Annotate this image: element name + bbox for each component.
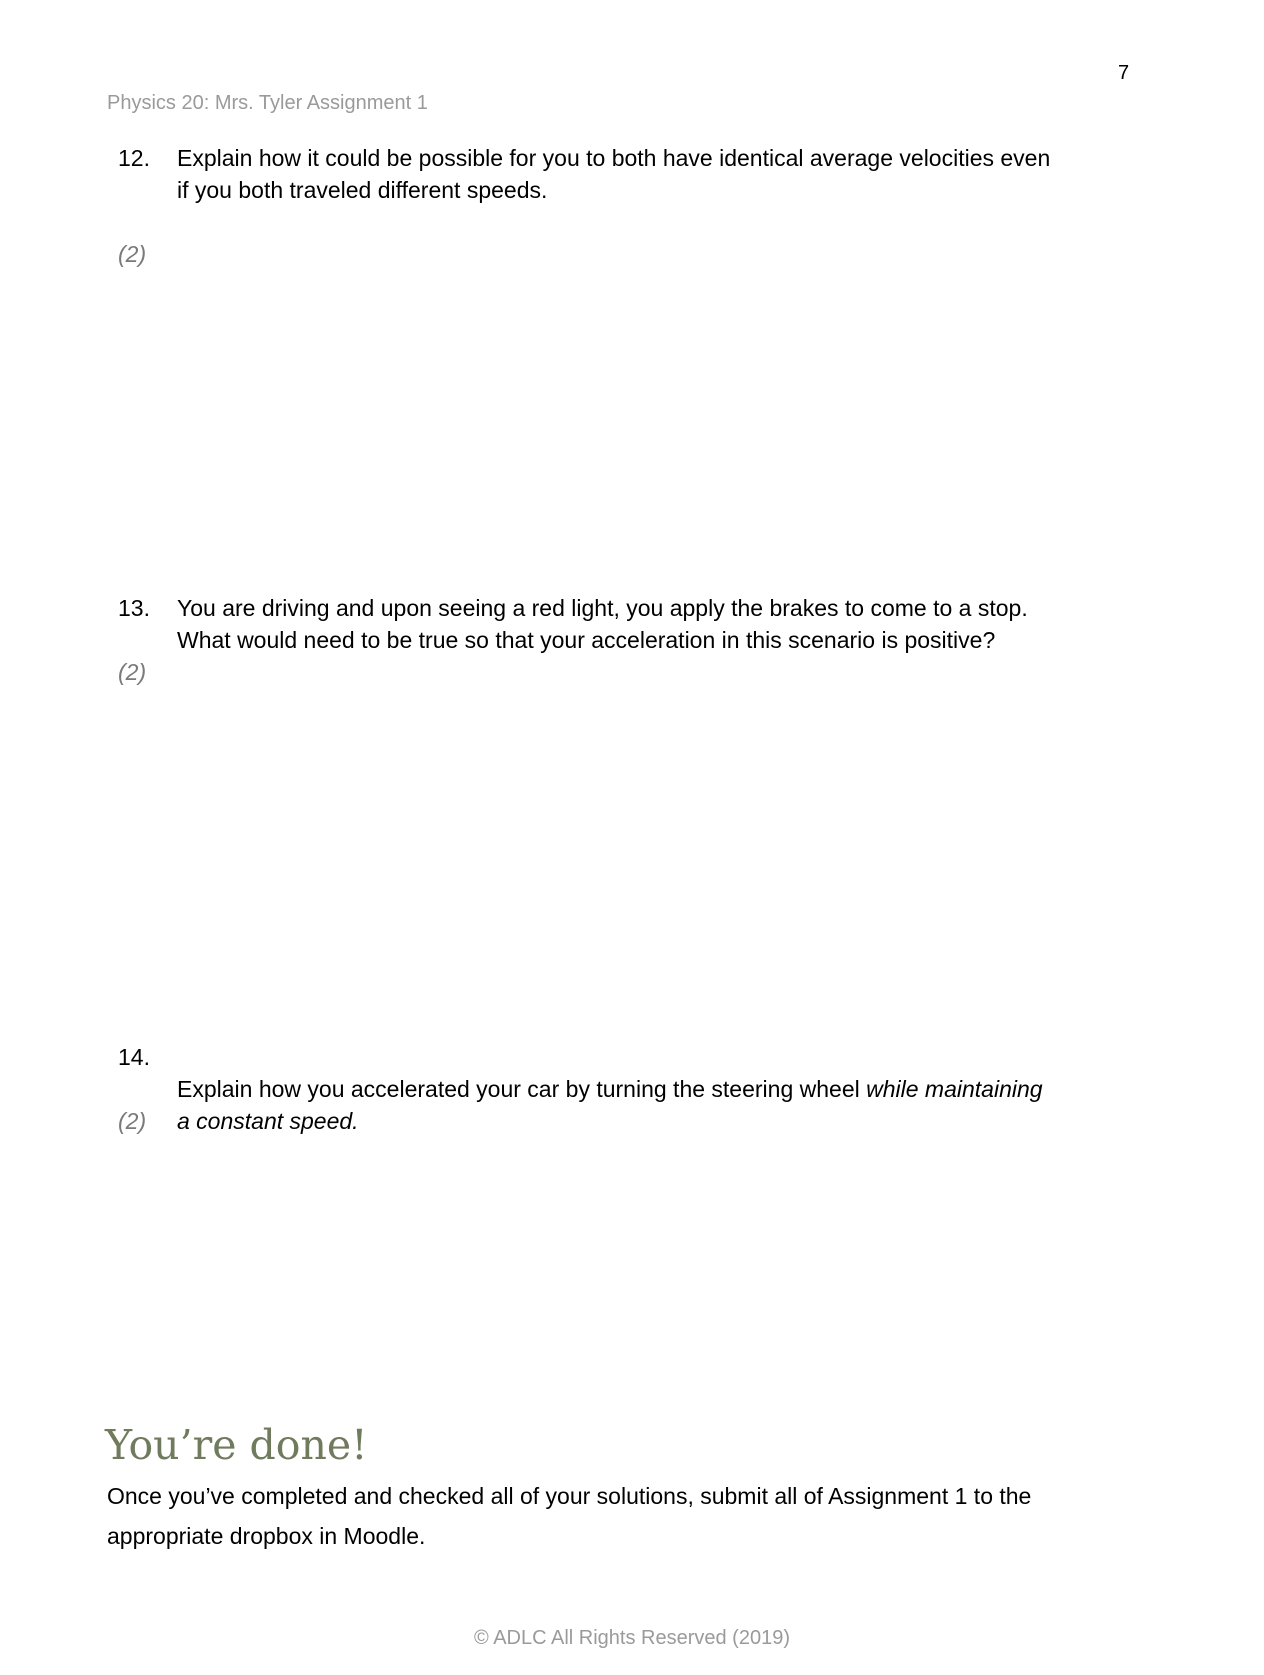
running-header: Physics 20: Mrs. Tyler Assignment 1 bbox=[107, 92, 428, 114]
question-13 bbox=[107, 592, 1087, 692]
question-marks: (2) bbox=[118, 241, 147, 267]
question-text-italic: while maintaining a constant speed. bbox=[177, 1076, 1043, 1134]
question-12 bbox=[107, 142, 1087, 272]
question-14 bbox=[107, 1041, 1087, 1151]
copyright-footer: © ADLC All Rights Reserved (2019) bbox=[474, 1627, 790, 1649]
question-number: 12. bbox=[118, 145, 150, 171]
done-heading: You’re done! bbox=[105, 1421, 368, 1469]
page-number: 7 bbox=[1118, 62, 1130, 84]
question-number: 14. bbox=[118, 1044, 150, 1070]
question-text bbox=[177, 1073, 1057, 1137]
question-text: You are driving and upon seeing a red light, you apply the brakes to come to a stop. What would need to be true so that your acceleration in this scenario is positive? bbox=[177, 595, 1028, 653]
submission-instructions: Once you’ve completed and checked all of your solutions, submit all of Assignment 1 to the appropriate dropbox in Moodle. bbox=[107, 1483, 1032, 1549]
question-number: 13. bbox=[118, 595, 150, 621]
question-marks: (2) bbox=[118, 1108, 147, 1134]
question-text-plain: Explain how you accelerated your car by turning the steering wheel bbox=[177, 1076, 860, 1102]
question-text: Explain how it could be possible for you to both have identical average velocities even if you both traveled different speeds. bbox=[177, 145, 1051, 203]
question-marks: (2) bbox=[118, 659, 147, 685]
